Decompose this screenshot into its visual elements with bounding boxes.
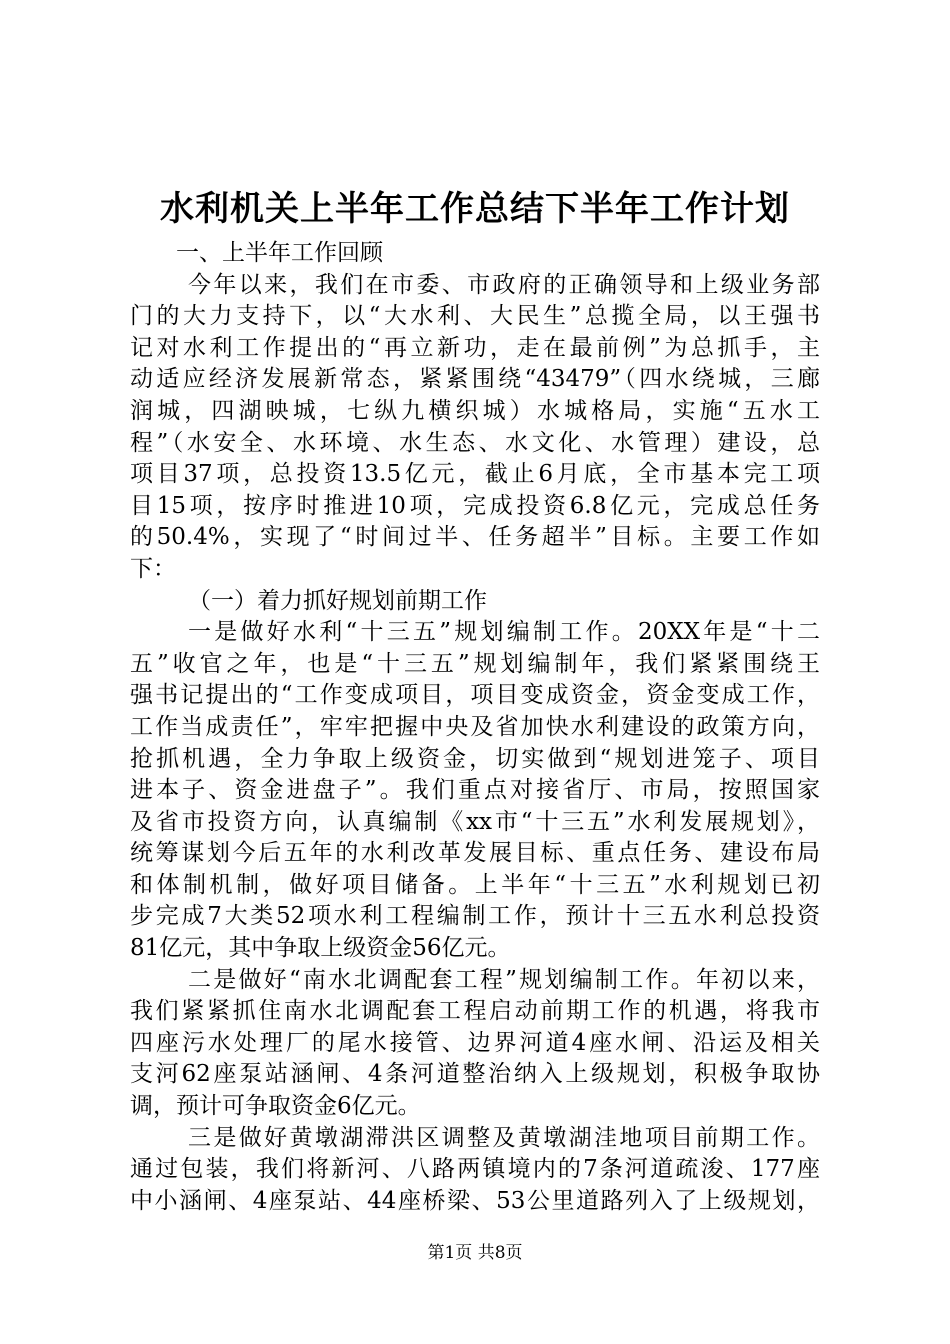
body-line: 强书记提出的“工作变成项目，项目变成资金，资金变成工作， [130, 682, 820, 709]
body-line: 抢抓机遇，全力争取上级资金，切实做到“规划进笼子、项目 [130, 745, 820, 772]
body-line: 工作当成责任”，牢牢把握中央及省加快水利建设的政策方向， [130, 713, 820, 740]
body-line: 统筹谋划今后五年的水利改革发展目标、重点任务、建设布局 [130, 840, 820, 867]
document-title: 水利机关上半年工作总结下半年工作计划 [160, 189, 790, 229]
body-line: 今年以来，我们在市委、市政府的正确领导和上级业务部 [188, 271, 820, 298]
body-line: 三是做好黄墩湖滞洪区调整及黄墩湖洼地项目前期工作。 [188, 1124, 820, 1151]
body-line: 通过包装，我们将新河、八路两镇境内的7条河道疏浚、177座 [130, 1156, 820, 1183]
document-body [130, 238, 820, 1217]
body-line: 进本子、资金进盘子”。我们重点对接省厅、市局，按照国家 [130, 777, 820, 804]
body-line: 和体制机制，做好项目储备。上半年“十三五”水利规划已初 [130, 871, 820, 898]
body-line: 及省市投资方向，认真编制《xx市“十三五”水利发展规划》， [130, 808, 820, 835]
body-line: 五”收官之年，也是“十三五”规划编制年，我们紧紧围绕王 [130, 650, 820, 677]
body-line: 中小涵闸、4座泵站、44座桥梁、53公里道路列入了上级规划， [130, 1187, 820, 1214]
body-line: 我们紧紧抓住南水北调配套工程启动前期工作的机遇，将我市 [130, 998, 820, 1025]
body-line: 支河62座泵站涵闸、4条河道整治纳入上级规划，积极争取协 [130, 1061, 820, 1088]
page-footer: 第1页 共8页 [427, 1243, 523, 1263]
body-line: 步完成7大类52项水利工程编制工作，预计十三五水利总投资 [130, 903, 820, 930]
body-line: 四座污水处理厂的尾水接管、边界河道4座水闸、沿运及相关 [130, 1029, 820, 1056]
body-line: 项目37项，总投资13.5亿元，截止6月底，全市基本完工项 [130, 461, 820, 488]
body-line: 下： [130, 555, 176, 582]
body-line: 调，预计可争取资金6亿元。 [130, 1093, 421, 1120]
body-line: 润城，四湖映城，七纵九横织城）水城格局，实施“五水工 [130, 397, 820, 424]
body-line: 一是做好水利“十三五”规划编制工作。20XX年是“十二 [188, 619, 820, 646]
body-line: 二是做好“南水北调配套工程”规划编制工作。年初以来， [188, 966, 820, 993]
body-line: 门的大力支持下，以“大水利、大民生”总揽全局，以王强书 [130, 303, 820, 330]
body-line: 目15项，按序时推进10项，完成投资6.8亿元，完成总任务 [130, 492, 820, 519]
body-line: 动适应经济发展新常态，紧紧围绕“43479”（四水绕城，三廊 [130, 366, 820, 393]
body-line: 81亿元，其中争取上级资金56亿元。 [130, 935, 511, 962]
body-line: 记对水利工作提出的“再立新功，走在最前例”为总抓手，主 [130, 334, 820, 361]
body-line: （一）着力抓好规划前期工作 [188, 587, 487, 614]
body-line: 程”（水安全、水环境、水生态、水文化、水管理）建设，总 [130, 429, 820, 456]
body-line: 一、上半年工作回顾 [176, 240, 383, 266]
body-line: 的50.4%，实现了“时间过半、任务超半”目标。主要工作如 [130, 524, 820, 551]
